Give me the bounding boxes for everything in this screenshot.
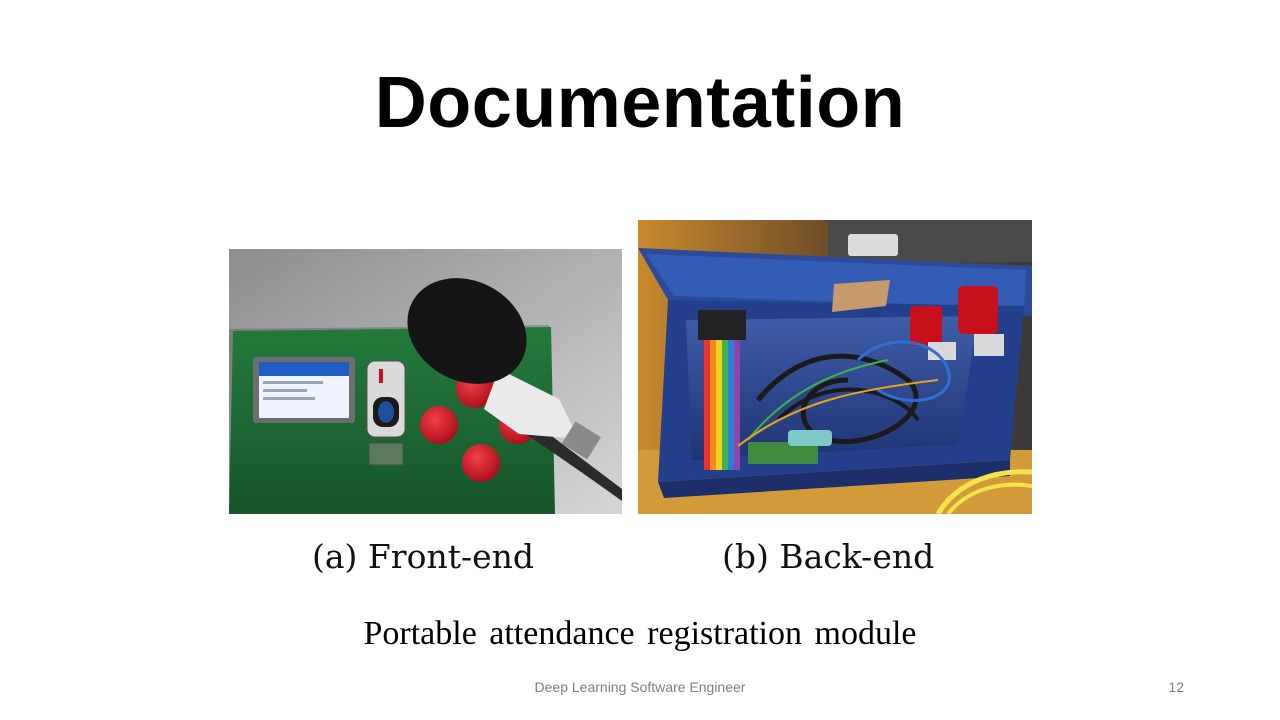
back-end-photo (638, 220, 1032, 514)
figure-caption: Portable attendance registration module (363, 615, 917, 652)
figure-a-caption: (a) Front-end (312, 537, 535, 576)
figure-b-caption: (b) Back-end (722, 537, 935, 576)
page-number: 12 (1168, 679, 1184, 695)
footer-text: Deep Learning Software Engineer (534, 679, 746, 695)
front-end-photo (229, 249, 622, 514)
slide-title: Documentation (374, 63, 906, 143)
